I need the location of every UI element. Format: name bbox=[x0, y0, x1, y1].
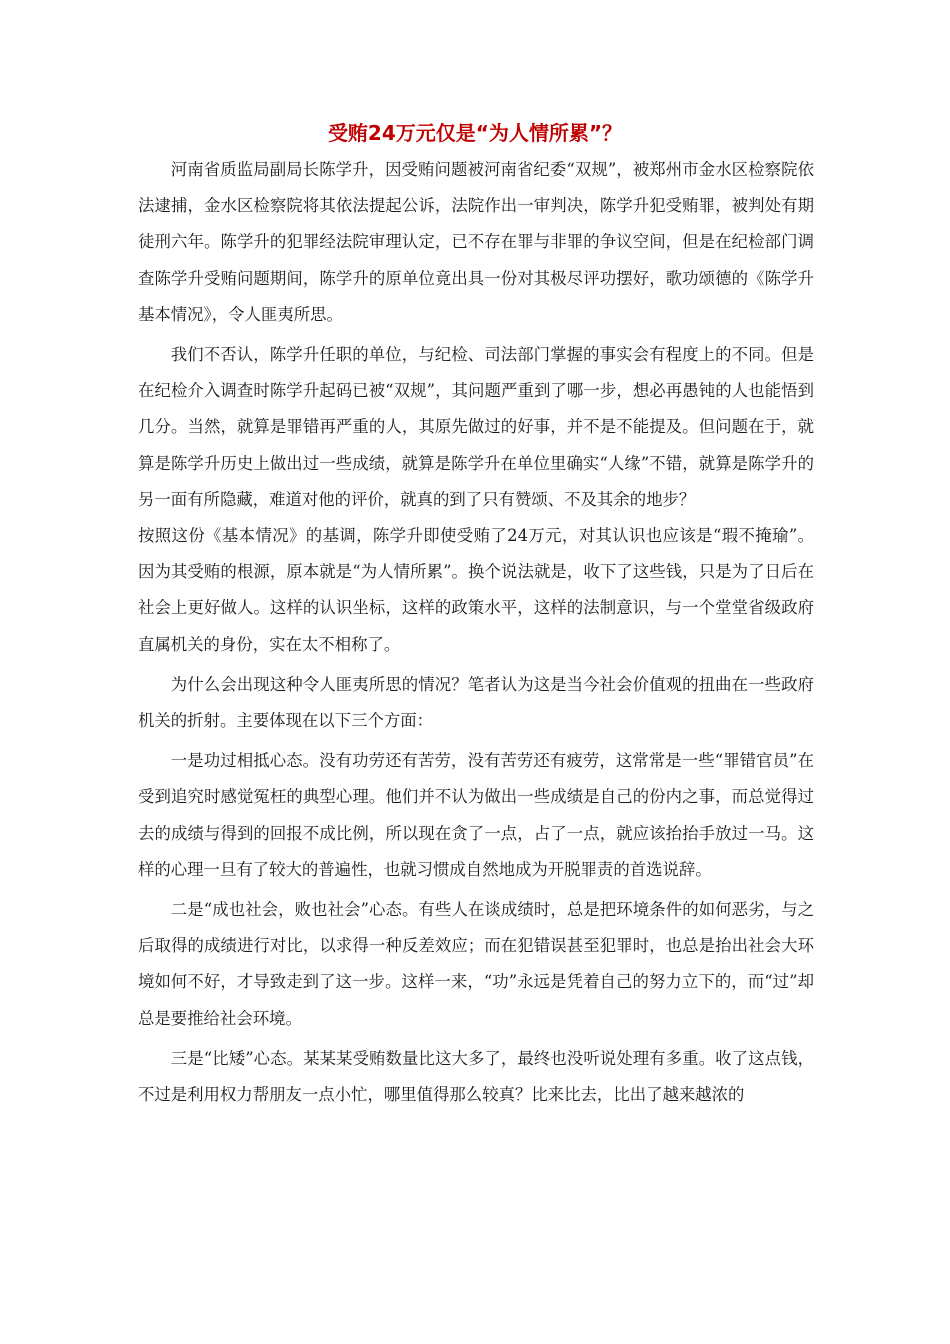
paragraph-7: 三是“比矮”心态。某某某受贿数量比这大多了，最终也没听说处理有多重。收了这点钱，不过是利用权力帮朋友一点小忙，哪里值得那么较真？比来比去，比出了越来越浓的 bbox=[138, 1048, 814, 1105]
paragraph-3: 按照这份《基本情况》的基调，陈学升即使受贿了24万元，对其认识也应该是“瑕不掩瑜”。因为其受贿的根源，原本就是“为人情所累”。换个说法就是，收下了这些钱，只是为了日后在社会上更好做人。这样的认识坐标，这样的政策水平，这样的法制意识，与一个堂堂省级政府直属机关的身份，实在太不相称了。 bbox=[138, 526, 814, 654]
paragraph-5: 一是功过相抵心态。没有功劳还有苦劳，没有苦劳还有疲劳，这常常是一些“罪错官员”在受到追究时感觉冤枉的典型心理。他们并不认为做出一些成绩是自己的份内之事，而总觉得过去的成绩与得到的回报不成比例，所以现在贪了一点，占了一点，就应该抬抬手放过一马。这样的心理一旦有了较大的普遍性，也就习惯成自然地成为开脱罪责的首选说辞。 bbox=[138, 751, 814, 879]
document-body bbox=[138, 152, 814, 1113]
paragraph-2: 我们不否认，陈学升任职的单位，与纪检、司法部门掌握的事实会有程度上的不同。但是在纪检介入调查时陈学升起码已被“双规”，其问题严重到了哪一步，想必再愚钝的人也能悟到几分。当然，就算是罪错再严重的人，其原先做过的好事，并不是不能提及。但问题在于，就算是陈学升历史上做出过一些成绩，就算是陈学升在单位里确实“人缘”不错，就算是陈学升的另一面有所隐藏，难道对他的评价，就真的到了只有赞颂、不及其余的地步？ bbox=[138, 345, 814, 509]
paragraph-4: 为什么会出现这种令人匪夷所思的情况？笔者认为这是当今社会价值观的扭曲在一些政府机关的折射。主要体现在以下三个方面： bbox=[138, 674, 814, 731]
paragraph-1: 河南省质监局副局长陈学升，因受贿问题被河南省纪委“双规”，被郑州市金水区检察院依法逮捕，金水区检察院将其依法提起公诉，法院作出一审判决，陈学升犯受贿罪，被判处有期徒刑六年。陈学升的犯罪经法院审理认定，已不存在罪与非罪的争议空间，但是在纪检部门调查陈学升受贿问题期间，陈学升的原单位竟出具一份对其极尽评功摆好，歌功颂德的《陈学升基本情况》，令人匪夷所思。 bbox=[138, 160, 814, 324]
document-title: 受贿24万元仅是“为人情所累”？ bbox=[327, 121, 623, 145]
paragraph-6: 二是“成也社会，败也社会”心态。有些人在谈成绩时，总是把环境条件的如何恶劣，与之后取得的成绩进行对比，以求得一种反差效应；而在犯错误甚至犯罪时，也总是抬出社会大环境如何不好，才导致走到了这一步。这样一来，“功”永远是凭着自己的努力立下的，而“过”却总是要推给社会环境。 bbox=[138, 900, 814, 1028]
